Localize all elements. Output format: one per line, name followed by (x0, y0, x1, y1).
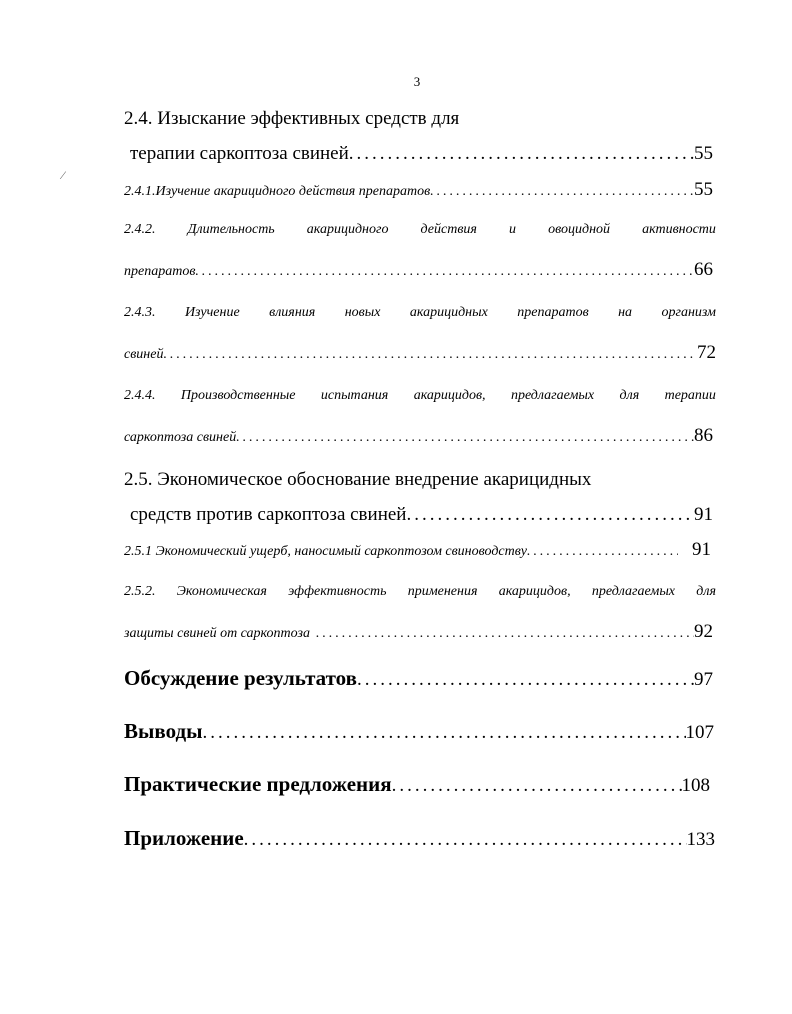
page-number: 3 (413, 74, 421, 89)
toc-entry-title: Обсуждение результатов (124, 666, 357, 690)
toc-entry-2-4-4-title (124, 388, 716, 404)
toc-entry-title: препаратов (124, 264, 196, 279)
leader-dots (244, 829, 687, 851)
leader-dots (349, 143, 694, 165)
word: новых (344, 305, 381, 320)
leader-dots (357, 669, 694, 691)
word: действия (420, 222, 477, 237)
word: 2.4.2. (124, 222, 156, 237)
word: на (618, 305, 633, 320)
toc-entry-2-4-1 (124, 179, 713, 201)
word: организм (661, 305, 716, 320)
word: Экономическая (176, 584, 267, 599)
word: Длительность (187, 222, 275, 237)
word: предлагаемых (591, 584, 676, 599)
toc-entry-title: терапии саркоптоза свиней (130, 143, 349, 164)
toc-entry-discussion (124, 666, 713, 691)
toc-entry-2-4-4 (124, 425, 713, 447)
leader-dots (392, 775, 682, 797)
toc-entry-title: защиты свиней от саркоптоза (124, 626, 310, 641)
leader-dots (236, 430, 694, 446)
word: испытания (320, 388, 389, 403)
word: для (696, 584, 716, 599)
toc-entry-title: средств против саркоптоза свиней (130, 504, 407, 525)
word: терапии (664, 388, 716, 403)
word: применения (407, 584, 478, 599)
word: влияния (269, 305, 316, 320)
word: препаратов (517, 305, 589, 320)
toc-entry-title: Приложение (124, 826, 244, 850)
toc-entry-2-4-3 (124, 342, 716, 364)
word: 2.4.3. (124, 305, 156, 320)
toc-entry-2-5-2 (124, 621, 713, 643)
toc-entry-2-5-2-title (124, 584, 716, 600)
word: акарицидов, (413, 388, 486, 403)
toc-page-number: 133 (686, 829, 715, 850)
toc-entry-2-4-3-title (124, 305, 716, 321)
toc-page-number: 92 (694, 621, 713, 642)
toc-entry-conclusions (124, 719, 714, 744)
margin-mark: ⁄ (62, 168, 65, 182)
toc-entry-appendix (124, 826, 715, 851)
toc-entry-title: саркоптоза свиней (124, 430, 237, 445)
word: Изучение (184, 305, 240, 320)
toc-page-number: 86 (694, 425, 713, 446)
toc-entry-2-4-title: 2.4. Изыскание эффективных средств для (124, 108, 460, 129)
word: овоцидной (548, 222, 611, 237)
toc-page-number: 55 (694, 179, 713, 200)
toc-entry-title: Практические предложения (124, 772, 392, 796)
leader-dots (195, 264, 694, 280)
toc-entry-2-5-1 (124, 539, 711, 561)
toc-entry-2-5 (130, 504, 713, 526)
toc-page-number: 55 (694, 143, 713, 164)
toc-entry-title: 2.5.1 Экономический ущерб, наносимый саркоптозом свиноводству (124, 544, 528, 559)
toc-entry-2-4-2 (124, 259, 713, 281)
word: предлагаемых (510, 388, 595, 403)
toc-entry-2-5-title: 2.5. Экономическое обоснование внедрение акарицидных (124, 469, 592, 490)
leader-dots (163, 347, 697, 363)
word: акарицидов, (498, 584, 571, 599)
toc-page-number: 107 (685, 722, 714, 743)
word: акарицидных (409, 305, 488, 320)
toc-entry-practical (124, 772, 710, 797)
leader-dots (406, 504, 694, 526)
toc-page-number: 66 (694, 259, 713, 280)
word: и (509, 222, 517, 237)
word: для (619, 388, 640, 403)
leader-dots (527, 544, 678, 560)
leader-dots (430, 184, 694, 200)
toc-entry-title: 2.4.1.Изучение акарицидного действия препаратов (124, 184, 431, 199)
word: эффективность (288, 584, 387, 599)
word: 2.5.2. (124, 584, 156, 599)
word: Производственные (180, 388, 296, 403)
word: 2.4.4. (124, 388, 156, 403)
toc-page-number: 72 (697, 342, 716, 363)
toc-page-number: 97 (694, 669, 713, 690)
toc-page-number: 108 (681, 775, 710, 796)
toc-entry-title: свиней (124, 347, 164, 362)
toc-page-number: 91 (694, 504, 713, 525)
word: активности (642, 222, 716, 237)
toc-entry-2-4 (130, 143, 713, 165)
leader-dots (203, 722, 686, 744)
word: акарицидного (306, 222, 389, 237)
toc-entry-2-4-2-title (124, 222, 716, 238)
toc-entry-title: Выводы (124, 719, 203, 743)
toc-page-number: 91 (692, 539, 711, 560)
leader-dots (316, 626, 694, 642)
